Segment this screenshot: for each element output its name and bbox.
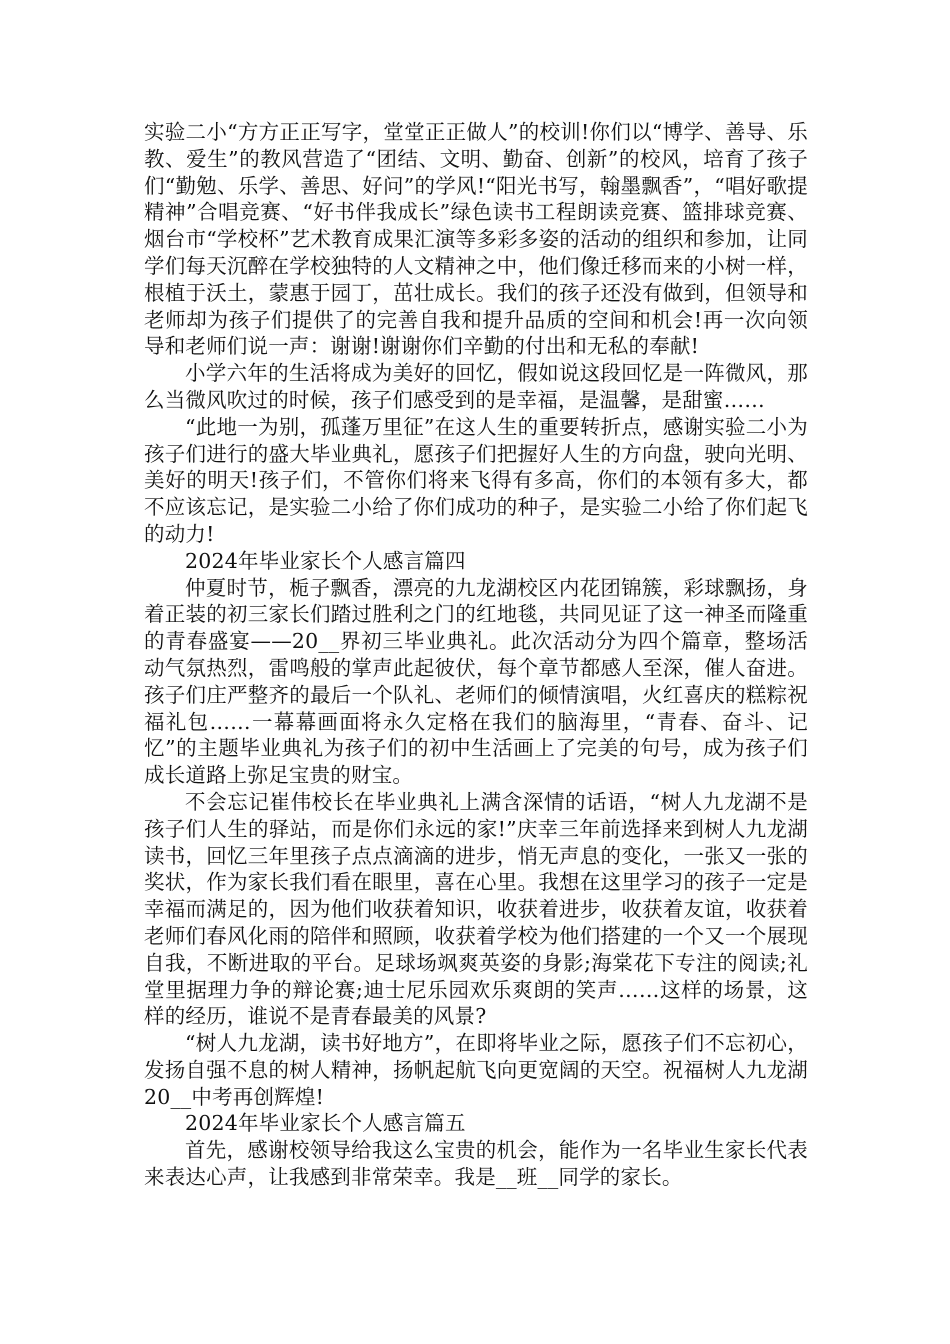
document-page: [144, 119, 808, 1191]
paragraph-farewell: “此地一为别，孤蓬万里征”在这人生的重要转折点，感谢实验二小为孩子们进行的盛大毕业典礼，愿孩子们把握好人生的方向盘，驶向光明、美好的明天!孩子们，不管你们将来飞得有多高，你们的本领有多大，都不应该忘记，是实验二小给了你们成功的种子，是实验二小给了你们起飞的动力!: [144, 414, 808, 546]
paragraph-principal-words: 不会忘记崔伟校长在毕业典礼上满含深情的话语，“树人九龙湖不是孩子们人生的驿站，而是你们永远的家!”庆幸三年前选择来到树人九龙湖读书，回忆三年里孩子点点滴滴的进步，悄无声息的变化，一张又一张的奖状，作为家长我们看在眼里，喜在心里。我想在这里学习的孩子一定是幸福而满足的，因为他们收获着知识，收获着进步，收获着友谊，收获着老师们春风化雨的陪伴和照顾，收获着学校为他们搭建的一个又一个展现自我，不断进取的平台。足球场飒爽英姿的身影;海棠花下专注的阅读;礼堂里据理力争的辩论赛;迪士尼乐园欢乐爽朗的笑声……这样的场景，这样的经历，谁说不是青春最美的风景?: [144, 789, 808, 1029]
section-heading-4: 2024年毕业家长个人感言篇四: [185, 548, 466, 573]
paragraph-memories: 小学六年的生活将成为美好的回忆，假如说这段回忆是一阵微风，那么当微风吹过的时候，孩子们感受到的是幸福，是温馨，是甜蜜……: [144, 361, 808, 412]
paragraph-blessing: “树人九龙湖，读书好地方”，在即将毕业之际，愿孩子们不忘初心，发扬自强不息的树人精神，扬帆起航飞向更宽阔的天空。祝福树人九龙湖 20__中考再创辉煌!: [144, 1031, 808, 1109]
paragraph-opening-thanks: 首先，感谢校领导给我这么宝贵的机会，能作为一名毕业生家长代表来表达心声，让我感到非常荣幸。我是__班__同学的家长。: [144, 1138, 808, 1190]
paragraph-graduation-ceremony: 仲夏时节，栀子飘香，漂亮的九龙湖校区内花团锦簇，彩球飘扬，身着正装的初三家长们踏过胜利之门的红地毯，共同见证了这一神圣而隆重的青春盛宴——20__界初三毕业典礼。此次活动分为四个篇章，整场活动气氛热烈，雷鸣般的掌声此起彼伏，每个章节都感人至深，催人奋进。孩子们庄严整齐的最后一个队礼、老师们的倾情演唱，火红喜庆的糕粽祝福礼包……一幕幕画面将永久定格在我们的脑海里，“青春、奋斗、记忆”的主题毕业典礼为孩子们的初中生活画上了完美的句号，成为孩子们成长道路上弥足宝贵的财宝。: [144, 575, 808, 788]
paragraph-school-motto: 实验二小“方方正正写字，堂堂正正做人”的校训!你们以“博学、善导、乐教、爱生”的教风营造了“团结、文明、勤奋、创新”的校风，培育了孩子们“勤勉、乐学、善思、好问”的学风!“阳光书写，翰墨飘香”，“唱好歌提精神”合唱竞赛、“好书伴我成长”绿色读书工程朗读竞赛、篮排球竞赛、烟台市“学校杯”艺术教育成果汇演等多彩多姿的活动的组织和参加，让同学们每天沉醉在学校独特的人文精神之中，他们像迁移而来的小树一样，根植于沃土，蒙惠于园丁，茁壮成长。我们的孩子还没有做到，但领导和老师却为孩子们提供了的完善自我和提升品质的空间和机会!再一次向领导和老师们说一声：谢谢!谢谢你们辛勤的付出和无私的奉献!: [144, 120, 808, 359]
section-heading-5: 2024年毕业家长个人感言篇五: [185, 1111, 466, 1136]
